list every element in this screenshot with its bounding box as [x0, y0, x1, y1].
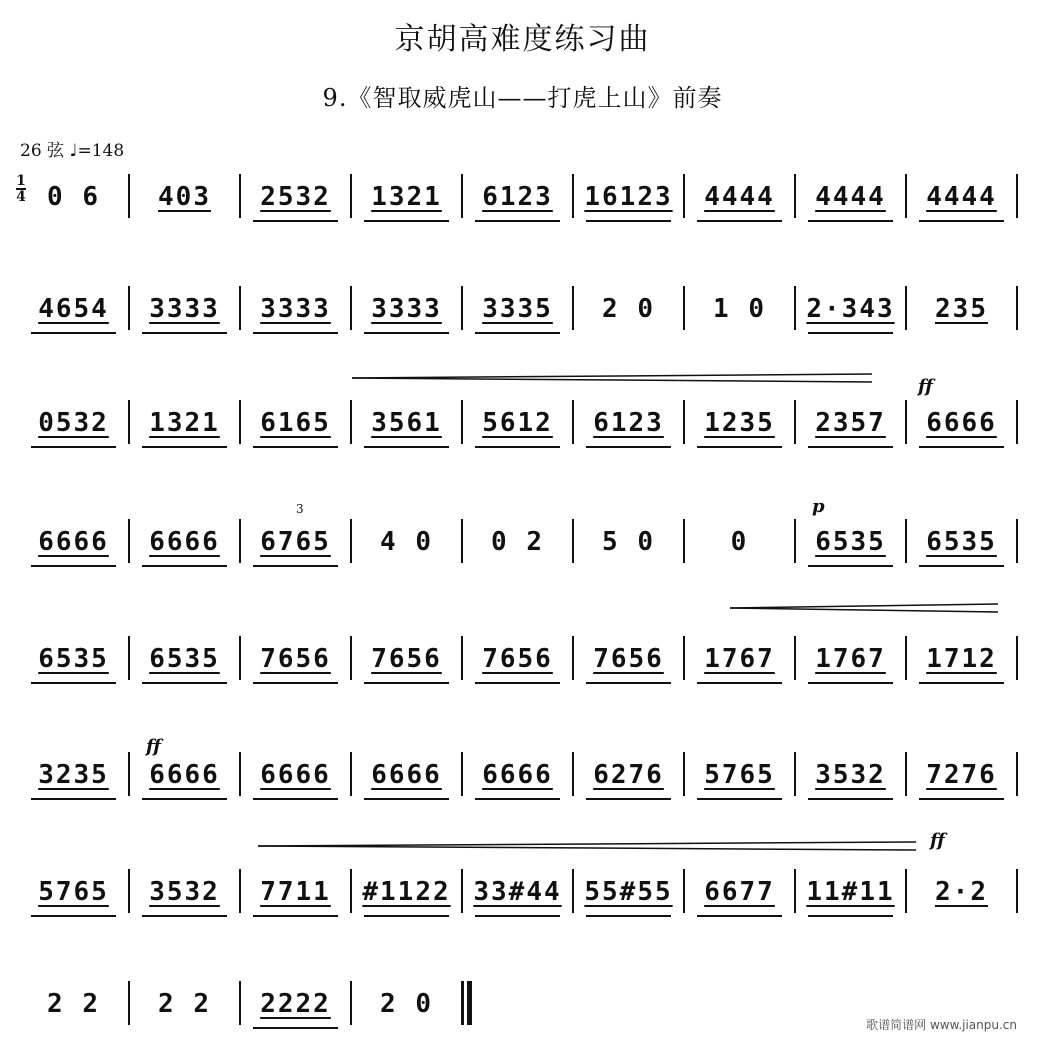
double-underline [31, 332, 115, 334]
crescendo-hairpin [258, 838, 918, 854]
measure-notes: 6535 [815, 527, 886, 557]
measure [906, 855, 1017, 935]
measure-notes: 6666 [38, 527, 109, 557]
double-underline [586, 682, 670, 684]
double-underline [364, 332, 448, 334]
measure [906, 386, 1017, 466]
measure-notes: 3532 [149, 877, 220, 907]
measure [795, 622, 906, 702]
double-underline [253, 332, 337, 334]
double-underline [919, 682, 1003, 684]
measure [684, 738, 795, 818]
barline [1016, 400, 1018, 444]
double-underline [697, 220, 781, 222]
measure-notes: 1321 [371, 182, 442, 212]
double-underline [697, 798, 781, 800]
staff-row [18, 855, 1018, 935]
measure [351, 967, 462, 1047]
measure [684, 505, 795, 585]
measure-notes: 2·2 [935, 877, 988, 907]
double-underline [364, 798, 448, 800]
measure [351, 855, 462, 935]
measure [573, 855, 684, 935]
dynamic-p: p [812, 496, 825, 517]
measure [351, 505, 462, 585]
crescendo-hairpin [352, 370, 874, 386]
measure-notes: 7656 [593, 644, 664, 674]
measure-notes: 6123 [593, 408, 664, 438]
staff-row [18, 622, 1018, 702]
measure-notes: 7656 [260, 644, 331, 674]
measure [573, 386, 684, 466]
measure [240, 272, 351, 352]
dynamic-ff: ff [146, 736, 161, 757]
double-underline [31, 682, 115, 684]
measure-notes: 0 2 [491, 527, 544, 557]
measure [18, 622, 129, 702]
measure [795, 272, 906, 352]
measure [240, 505, 351, 585]
measure [129, 855, 240, 935]
measure [573, 738, 684, 818]
double-underline [253, 682, 337, 684]
measure-notes: 3235 [38, 760, 109, 790]
double-underline [475, 915, 559, 917]
staff-row [18, 967, 1018, 1047]
double-underline [475, 798, 559, 800]
measure [462, 738, 573, 818]
measure-notes: 6765 [260, 527, 331, 557]
measure-notes: 6535 [38, 644, 109, 674]
double-underline [142, 332, 226, 334]
measure-notes: 6165 [260, 408, 331, 438]
measure-notes: 1712 [926, 644, 997, 674]
measure [462, 272, 573, 352]
measure [573, 272, 684, 352]
measure-notes: 5 0 [602, 527, 655, 557]
double-underline [142, 682, 226, 684]
double-underline [364, 220, 448, 222]
measure-notes: 6666 [149, 760, 220, 790]
measure-notes: 16123 [584, 182, 673, 212]
measure-notes: #1122 [362, 877, 451, 907]
double-underline [919, 565, 1003, 567]
measure [906, 622, 1017, 702]
measure [129, 272, 240, 352]
double-underline [253, 446, 337, 448]
measure-notes: 2·343 [806, 294, 895, 324]
measure-notes: 4444 [926, 182, 997, 212]
measure-notes: 2 0 [602, 294, 655, 324]
measure-notes: 6666 [926, 408, 997, 438]
double-underline [364, 915, 448, 917]
measure-notes: 4654 [38, 294, 109, 324]
measure-notes: 2 2 [47, 989, 100, 1019]
staff-row [18, 738, 1018, 818]
measure [795, 386, 906, 466]
measure-notes: 5765 [38, 877, 109, 907]
double-underline [808, 798, 892, 800]
measure-notes: 7276 [926, 760, 997, 790]
measure-notes: 2357 [815, 408, 886, 438]
measure-notes: 55#55 [584, 877, 673, 907]
double-underline [697, 446, 781, 448]
page-title: 京胡高难度练习曲 [394, 22, 651, 57]
measure-notes: 1767 [704, 644, 775, 674]
dynamic-ff: ff [918, 376, 933, 397]
measure [351, 738, 462, 818]
measure [129, 622, 240, 702]
double-underline [808, 915, 892, 917]
measure [906, 738, 1017, 818]
measure-notes: 2 0 [380, 989, 433, 1019]
piece-subtitle: 9.《智取威虎山——打虎上山》前奏 [322, 84, 723, 112]
double-underline [142, 565, 226, 567]
double-underline [31, 915, 115, 917]
measure-notes: 0 [730, 527, 749, 557]
double-underline [586, 220, 670, 222]
measure [129, 967, 240, 1047]
measure-notes: 3532 [815, 760, 886, 790]
barline [1016, 286, 1018, 330]
measure-notes: 6123 [482, 182, 553, 212]
measure [462, 160, 573, 240]
measure-notes: 4 0 [380, 527, 433, 557]
measure [240, 855, 351, 935]
final-barline-thin [461, 981, 464, 1025]
measure [129, 505, 240, 585]
measure [462, 505, 573, 585]
triplet-mark: 3 [296, 502, 304, 516]
measure-notes: 7711 [260, 877, 331, 907]
double-underline [808, 332, 892, 334]
measure [684, 160, 795, 240]
measure-notes: 5612 [482, 408, 553, 438]
measure-notes: 6666 [149, 527, 220, 557]
measure [240, 738, 351, 818]
measure-notes: 6276 [593, 760, 664, 790]
measure-notes: 1321 [149, 408, 220, 438]
crescendo-hairpin [730, 600, 1000, 616]
double-underline [142, 446, 226, 448]
measure-notes: 3561 [371, 408, 442, 438]
time-signature [16, 174, 26, 204]
measure-notes: 3333 [371, 294, 442, 324]
measure-notes: 3333 [260, 294, 331, 324]
measure-notes: 7656 [371, 644, 442, 674]
double-underline [697, 915, 781, 917]
double-underline [586, 798, 670, 800]
measure-notes: 235 [935, 294, 988, 324]
measure-notes: 6666 [482, 760, 553, 790]
measure [684, 386, 795, 466]
measure-notes: 7656 [482, 644, 553, 674]
double-underline [919, 798, 1003, 800]
measure-notes: 1767 [815, 644, 886, 674]
double-underline [31, 798, 115, 800]
double-underline [808, 682, 892, 684]
measure [18, 967, 129, 1047]
double-underline [31, 565, 115, 567]
measure [129, 160, 240, 240]
double-underline [586, 446, 670, 448]
barline [1016, 519, 1018, 563]
measure [240, 386, 351, 466]
double-underline [919, 446, 1003, 448]
measure [795, 505, 906, 585]
measure [573, 622, 684, 702]
double-underline [475, 446, 559, 448]
measure [351, 272, 462, 352]
measure [18, 505, 129, 585]
final-barline-thick [467, 981, 472, 1025]
time-signature-bottom: 4 [16, 189, 26, 205]
measure-notes: 1235 [704, 408, 775, 438]
time-signature-top: 1 [16, 173, 26, 189]
staff-row [18, 160, 1018, 240]
measure [795, 160, 906, 240]
watermark: 歌谱简谱网 www.jianpu.cn [866, 1018, 1017, 1032]
measure [18, 738, 129, 818]
dynamic-ff: ff [930, 830, 945, 851]
barline [1016, 869, 1018, 913]
double-underline [253, 220, 337, 222]
measure [795, 855, 906, 935]
double-underline [142, 798, 226, 800]
measure [462, 855, 573, 935]
measure [240, 622, 351, 702]
double-underline [253, 565, 337, 567]
measure [573, 505, 684, 585]
measure-notes: 4444 [704, 182, 775, 212]
measure-notes: 3333 [149, 294, 220, 324]
measure [684, 272, 795, 352]
measure [351, 386, 462, 466]
measure-notes: 4444 [815, 182, 886, 212]
double-underline [364, 446, 448, 448]
double-underline [808, 446, 892, 448]
measure-notes: 6666 [260, 760, 331, 790]
tempo-marking: 26 弦 ♩=148 [20, 141, 125, 161]
double-underline [253, 798, 337, 800]
double-underline [364, 682, 448, 684]
staff-row [18, 386, 1018, 466]
barline [1016, 174, 1018, 218]
measure-notes: 6535 [149, 644, 220, 674]
measure [906, 272, 1017, 352]
double-underline [475, 682, 559, 684]
measure-notes: 2532 [260, 182, 331, 212]
double-underline [808, 220, 892, 222]
measure-notes: 403 [158, 182, 211, 212]
measure-notes: 0 6 [47, 182, 100, 212]
double-underline [919, 220, 1003, 222]
double-underline [475, 332, 559, 334]
measure [906, 505, 1017, 585]
measure [795, 738, 906, 818]
measure [18, 386, 129, 466]
measure-notes: 11#11 [806, 877, 895, 907]
measure [906, 160, 1017, 240]
measure-notes: 6666 [371, 760, 442, 790]
double-underline [475, 220, 559, 222]
double-underline [253, 1027, 337, 1029]
measure [240, 967, 351, 1047]
measure [240, 160, 351, 240]
measure [18, 272, 129, 352]
measure-notes: 3335 [482, 294, 553, 324]
measure [462, 622, 573, 702]
measure [351, 622, 462, 702]
measure [18, 160, 129, 240]
double-underline [142, 915, 226, 917]
measure [351, 160, 462, 240]
measure-notes: 33#44 [473, 877, 562, 907]
measure-notes: 2 2 [158, 989, 211, 1019]
barline [1016, 636, 1018, 680]
measure-notes: 5765 [704, 760, 775, 790]
measure [129, 386, 240, 466]
staff-row [18, 272, 1018, 352]
measure [18, 855, 129, 935]
measure [684, 855, 795, 935]
double-underline [253, 915, 337, 917]
staff-row [18, 505, 1018, 585]
double-underline [697, 682, 781, 684]
measure-notes: 2222 [260, 989, 331, 1019]
double-underline [586, 915, 670, 917]
measure-notes: 0532 [38, 408, 109, 438]
measure [684, 622, 795, 702]
measure [462, 386, 573, 466]
measure-notes: 6535 [926, 527, 997, 557]
measure-notes: 6677 [704, 877, 775, 907]
double-underline [31, 446, 115, 448]
measure-notes: 1 0 [713, 294, 766, 324]
barline [1016, 752, 1018, 796]
measure [573, 160, 684, 240]
double-underline [808, 565, 892, 567]
